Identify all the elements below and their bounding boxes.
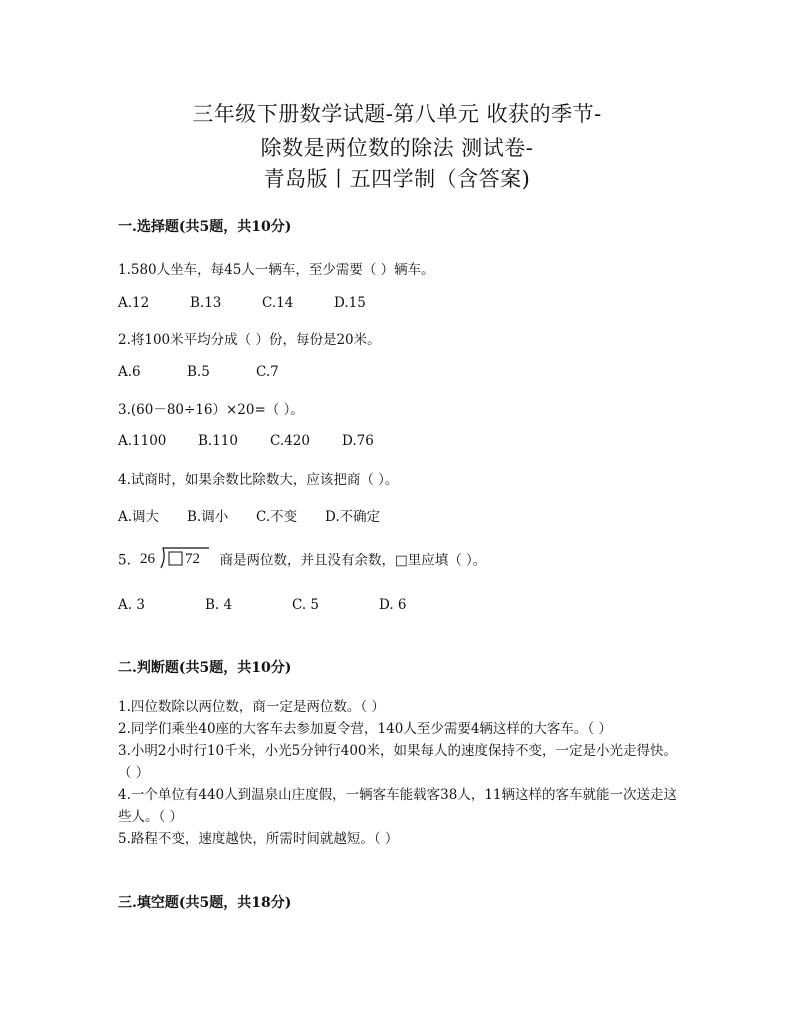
title-line-2: 除数是两位数的除法 测试卷- [260,136,534,160]
title-line-1: 三年级下册数学试题-第八单元 收获的季节- [192,102,602,126]
blank-box [169,552,182,565]
dividend-tail-text: 72 [185,551,201,567]
question-2-options [118,364,279,380]
option: B.调小 [187,509,229,525]
title-line-3: 青岛版丨五四学制（含答案) [263,167,531,191]
option: D.76 [342,433,374,449]
question-1: 1.580人坐车，每45人一辆车，至少需要（ ）辆车。 [118,262,435,278]
option: B. 4 [205,597,233,613]
section-judge-title: 二.判断题(共5题，共10分) [118,660,292,676]
option: D. 6 [379,597,407,613]
option: A. 3 [118,597,145,613]
question-5-text: 商是两位数，并且没有余数，□里应填（ ）。 [219,552,487,569]
question-3-options [118,433,374,449]
option: A.调大 [118,509,160,525]
option: C.7 [256,364,279,380]
option: B.13 [190,295,222,311]
long-division-figure [139,546,209,576]
judge-item: 4.一个单位有440人到温泉山庄度假，一辆客车能载客38人，11辆这样的客车就能一次送走这些人。（ ） [118,787,678,825]
section-choice-title: 一.选择题(共5题，共10分) [118,219,292,235]
question-4-options [118,505,380,525]
section-fill-title: 三.填空题(共5题，共18分) [118,895,292,911]
option: D.不确定 [325,509,381,525]
judge-list [118,696,678,850]
judge-item: 3.小明2小时行10千米，小光5分钟行400米，如果每人的速度保持不变，一定是小光走得快。（ ） [118,743,678,781]
judge-item: 5.路程不变，速度越快，所需时间就越短。（ ） [118,831,399,847]
question-2: 2.将100米平均分成（ ）份，每份是20米。 [118,332,381,348]
option: C.420 [270,433,310,449]
option: C. 5 [292,597,320,613]
option: C.14 [262,295,294,311]
question-5 [118,546,486,576]
option: C.不变 [256,509,298,525]
option: A.12 [118,295,150,311]
judge-item: 2.同学们乘坐40座的大客车去参加夏令营，140人至少需要4辆这样的大客车。（ ） [118,721,612,737]
option: B.5 [187,364,210,380]
option: A.6 [118,364,141,380]
judge-item: 1.四位数除以两位数，商一定是两位数。（ ） [118,699,385,715]
question-5-options [118,597,407,613]
divisor-text: 26 [140,551,156,567]
question-3: 3.(60－80÷16）×20=（ ）。 [118,402,304,418]
question-4: 4.试商时，如果余数比除数大，应该把商（ ）。 [118,472,399,488]
option: A.1100 [118,433,167,449]
question-5-number: 5. [118,552,131,569]
option: B.110 [198,433,238,449]
option: D.15 [334,295,366,311]
question-1-options [118,295,366,311]
